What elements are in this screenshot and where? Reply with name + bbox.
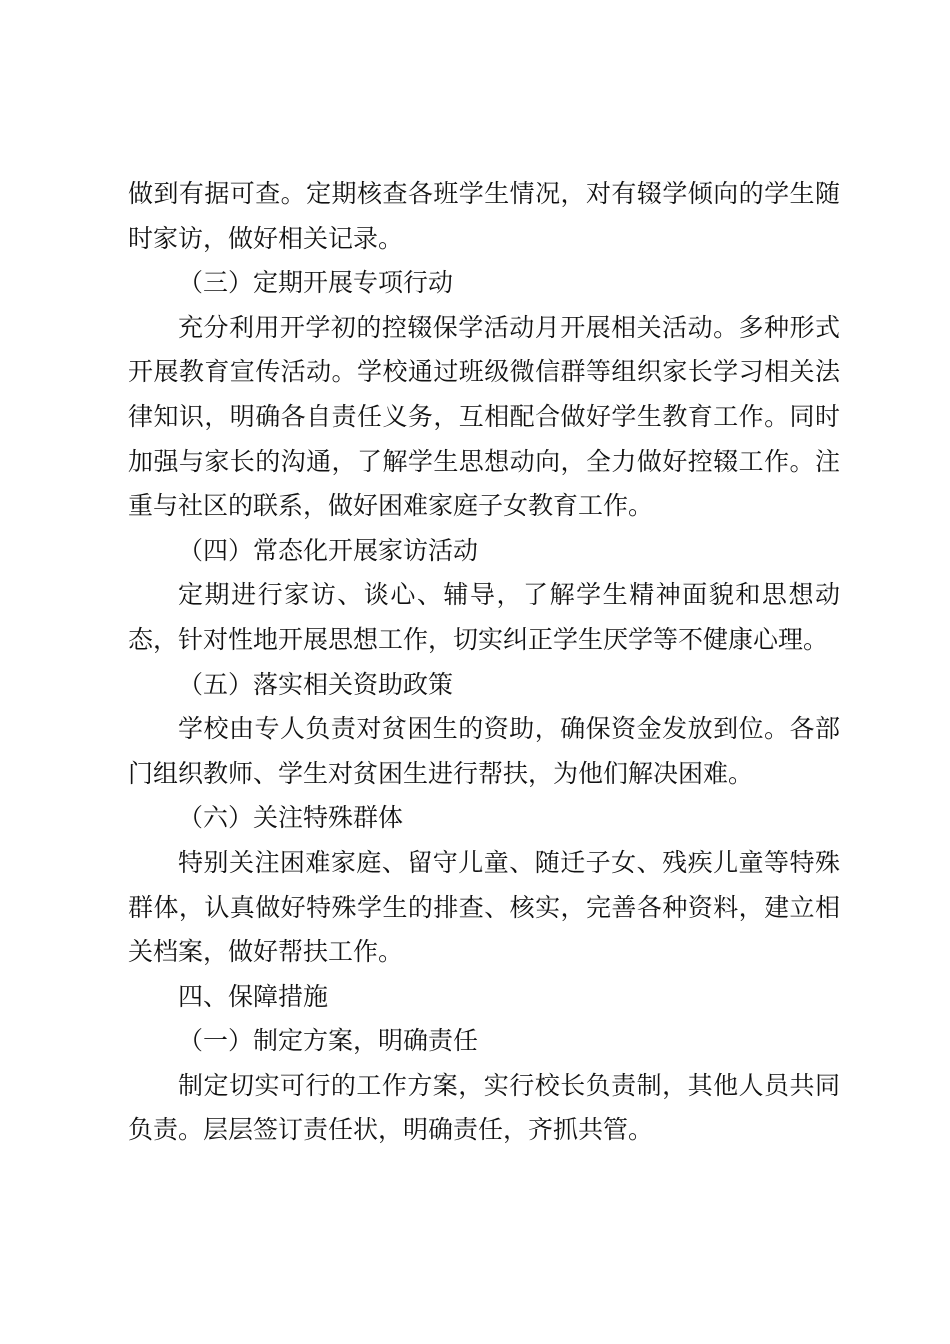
paragraph-continuation: 做到有据可查。定期核查各班学生情况，对有辍学倾向的学生随时家访，做好相关记录。 (128, 179, 840, 253)
section-heading-safeguards: 四、保障措施 (178, 981, 329, 1011)
paragraph-special-actions: 充分利用开学初的控辍保学活动月开展相关活动。多种形式开展教育宣传活动。学校通过班级微信群等组织家长学习相关法律知识，明确各自责任义务，互相配合做好学生教育工作。同时加强与家长的沟通，了解学生思想动向，全力做好控辍工作。注重与社区的联系，做好困难家庭子女教育工作。 (128, 312, 840, 521)
paragraph-plan-responsibility: 制定切实可行的工作方案，实行校长负责制，其他人员共同负责。层层签订责任状，明确责任，齐抓共管。 (128, 1070, 840, 1145)
subheading-three: （三）定期开展专项行动 (178, 268, 454, 298)
paragraph-funding-policy: 学校由专人负责对贫困生的资助，确保资金发放到位。各部门组织教师、学生对贫困生进行帮扶，为他们解决困难。 (128, 714, 840, 788)
subheading-five: （五）落实相关资助政策 (178, 669, 454, 699)
subheading-six: （六）关注特殊群体 (178, 803, 404, 833)
subheading-four: （四）常态化开展家访活动 (178, 535, 479, 565)
paragraph-special-groups: 特别关注困难家庭、留守儿童、随迁子女、残疾儿童等特殊群体，认真做好特殊学生的排查、核实，完善各种资料，建立相关档案，做好帮扶工作。 (128, 847, 840, 967)
paragraph-home-visits: 定期进行家访、谈心、辅导，了解学生精神面貌和思想动态，针对性地开展思想工作，切实纠正学生厌学等不健康心理。 (128, 580, 840, 654)
document-body (128, 172, 840, 1153)
subheading-one: （一）制定方案，明确责任 (178, 1026, 479, 1056)
